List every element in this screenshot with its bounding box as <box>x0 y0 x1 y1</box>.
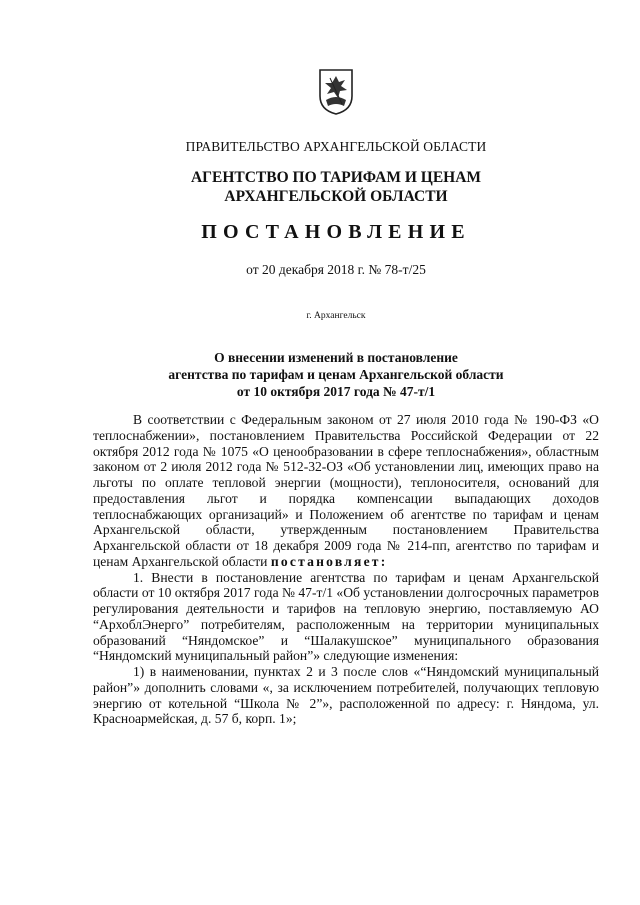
resolves-colon: : <box>380 553 388 569</box>
paragraph-preamble <box>93 412 599 570</box>
agency-name <box>0 168 640 206</box>
city-name: г. Архангельск <box>306 311 366 321</box>
agency-name-line2: АРХАНГЕЛЬСКОЙ ОБЛАСТИ <box>224 188 448 205</box>
preamble-text: В соответствии с Федеральным законом от 27 июля 2010 года № 190-ФЗ «О теплоснабжении», постановлением Правительства Российской Федерации от 22 октября 2012 года № 1075 «О ценообразовании в сфере теплоснабжения», областным законом от 2 июля 2012 года № 512-32-ОЗ «Об установлении лиц, имеющих право на льготы по оплате тепловой энергии (мощности), теплоносителя, оснований для предоставления льгот и порядка компенсации выпадающих доходов теплоснабжающих организаций» и Положением об агентстве по тарифам и ценам Архангельской области, утвержденным постановлением Правительства Архангельской области от 18 декабря 2009 года № 214-пп, агентство по тарифам и ценам Архангельской области <box>93 412 599 569</box>
date-and-number: от 20 декабря 2018 г. № 78-т/25 <box>246 262 426 277</box>
agency-name-line1: АГЕНТСТВО ПО ТАРИФАМ И ЦЕНАМ <box>190 169 482 186</box>
coat-of-arms-icon <box>316 66 356 116</box>
subject-line2: агентства по тарифам и ценам Архангельской области <box>168 367 504 382</box>
document-subject <box>0 349 640 400</box>
paragraph-subitem-1: 1) в наименовании, пунктах 2 и 3 после слов «“Няндомский муниципальный район”» дополнить словами «, за исключением потребителей, получающих тепловую энергию от котельной “Школа № 2”», расположенной по адресу: г. Няндома, ул. Красноармейская, д. 57 б, корп. 1»; <box>93 664 599 727</box>
resolves-keyword: постановляет <box>270 553 381 569</box>
document-type-title: ПОСТАНОВЛЕНИЕ <box>201 221 471 243</box>
paragraph-item-1: 1. Внести в постановление агентства по тарифам и ценам Архангельской области от 10 октября 2017 года № 47-т/1 «Об установлении долгосрочных параметров регулирования деятельности и тарифов на тепловую энергию, поставляемую АО “АрхоблЭнерго” потребителям, расположенным на территории муниципальных образований “Няндомское” и “Шалакушское” муниципального образования “Няндомский муниципальный район”» следующие изменения: <box>93 569 599 664</box>
government-name: ПРАВИТЕЛЬСТВО АРХАНГЕЛЬСКОЙ ОБЛАСТИ <box>185 139 487 154</box>
subject-line1: О внесении изменений в постановление <box>214 350 458 365</box>
document-body <box>93 412 599 727</box>
subject-line3: от 10 октября 2017 года № 47-т/1 <box>236 384 436 399</box>
